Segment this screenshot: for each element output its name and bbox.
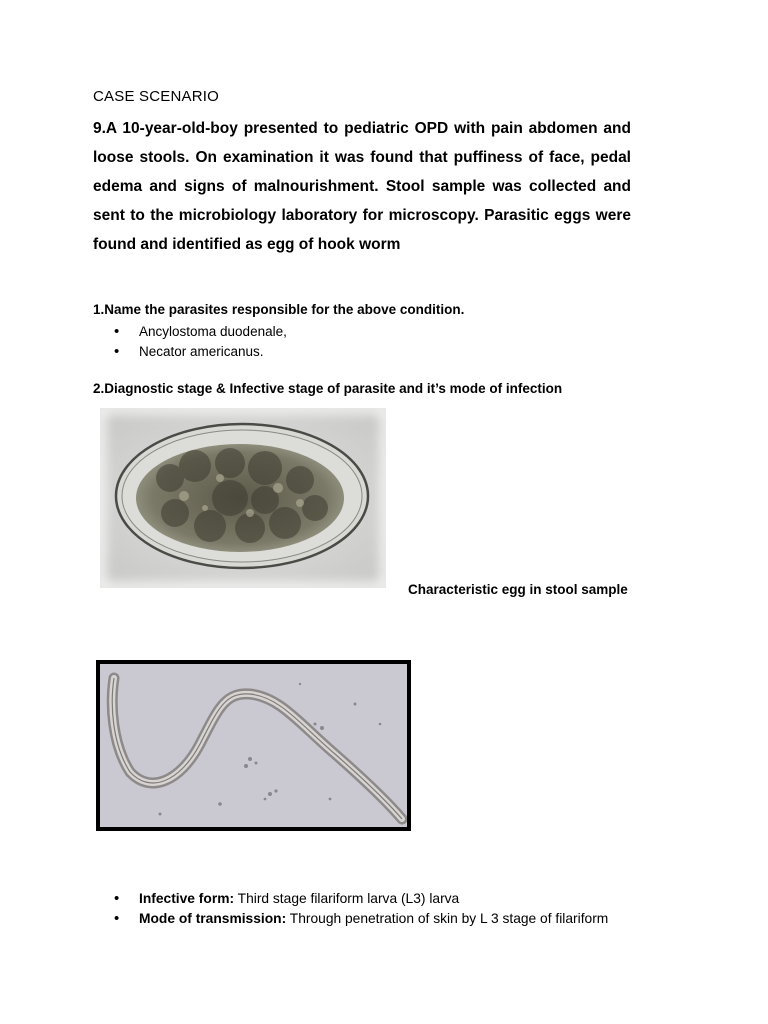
egg-caption: Characteristic egg in stool sample (408, 582, 628, 597)
question-2: 2.Diagnostic stage & Infective stage of parasite and it’s mode of infection (93, 381, 563, 396)
list-item (114, 909, 608, 929)
fact-label: Infective form: (139, 891, 235, 906)
hookworm-egg-image (100, 408, 386, 588)
filariform-larva-image (96, 660, 411, 831)
list-item: • Necator americanus. (114, 342, 287, 362)
fact-text: Through penetration of skin by L 3 stage of filariform (286, 911, 609, 926)
list-item: • Ancylostoma duodenale, (114, 322, 287, 342)
parasite-list (114, 322, 287, 362)
fact-label: Mode of transmission: (139, 911, 287, 926)
infection-facts (114, 889, 608, 929)
case-heading: CASE SCENARIO (93, 88, 219, 105)
fact-text: Third stage filariform larva (L3) larva (234, 891, 460, 906)
question-1: 1.Name the parasites responsible for the above condition. (93, 302, 465, 317)
case-description: 9.A 10-year-old-boy presented to pediatric OPD with pain abdomen and loose stools. On examination it was found that puffiness of face, pedal edema and signs of malnourishment. Stool sample was collected and sent to the microbiology laboratory for microscopy. Parasitic eggs were found and identified as egg of hook worm (93, 120, 631, 253)
list-item (114, 889, 608, 909)
